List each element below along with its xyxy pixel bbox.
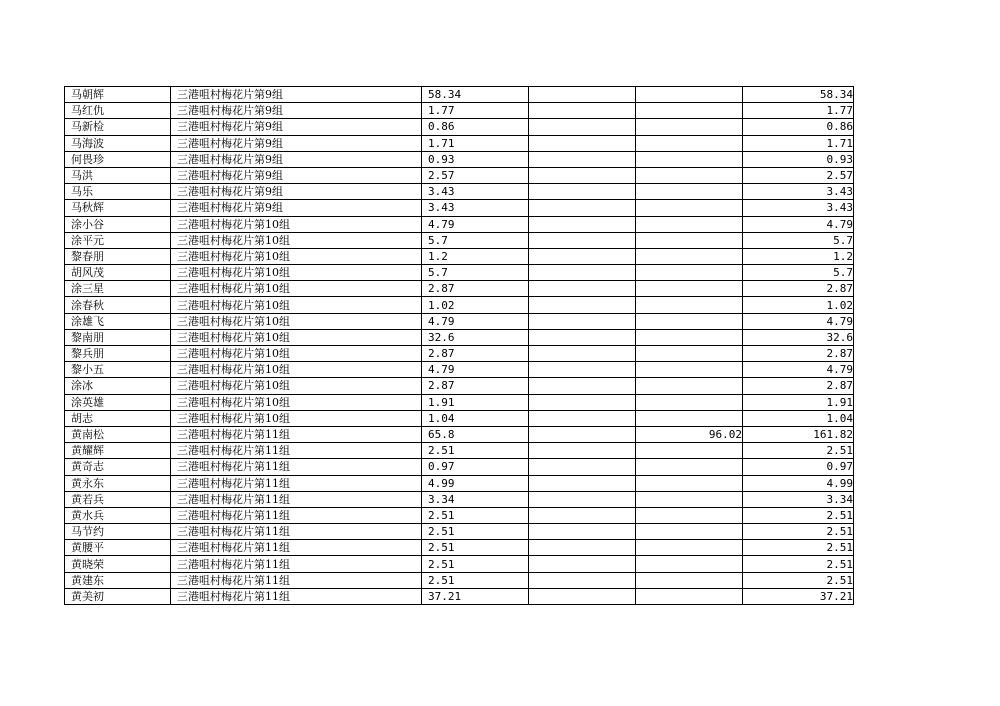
name-cell: 黎小五	[65, 362, 171, 378]
table-row	[65, 167, 854, 183]
extra-area-cell: 96.02	[636, 426, 743, 442]
location-cell: 三港咀村梅花片第10组	[171, 265, 422, 281]
name-cell: 黄建东	[65, 572, 171, 588]
empty-cell	[529, 394, 636, 410]
total-cell: 4.99	[743, 475, 854, 491]
name-cell: 马乐	[65, 184, 171, 200]
table-row	[65, 572, 854, 588]
empty-cell	[529, 572, 636, 588]
empty-cell	[529, 200, 636, 216]
location-cell: 三港咀村梅花片第10组	[171, 216, 422, 232]
location-cell: 三港咀村梅花片第11组	[171, 475, 422, 491]
area-cell: 37.21	[422, 588, 529, 604]
table-row	[65, 119, 854, 135]
location-cell: 三港咀村梅花片第10组	[171, 346, 422, 362]
table-row	[65, 475, 854, 491]
location-cell: 三港咀村梅花片第10组	[171, 248, 422, 264]
empty-cell	[529, 135, 636, 151]
extra-area-cell	[636, 394, 743, 410]
name-cell: 马洪	[65, 167, 171, 183]
area-cell: 2.51	[422, 507, 529, 523]
extra-area-cell	[636, 119, 743, 135]
name-cell: 涂春秋	[65, 297, 171, 313]
location-cell: 三港咀村梅花片第9组	[171, 184, 422, 200]
total-cell: 1.71	[743, 135, 854, 151]
empty-cell	[529, 297, 636, 313]
total-cell: 0.93	[743, 151, 854, 167]
extra-area-cell	[636, 87, 743, 103]
area-cell: 4.79	[422, 313, 529, 329]
empty-cell	[529, 346, 636, 362]
area-cell: 4.79	[422, 216, 529, 232]
table-row	[65, 297, 854, 313]
table-row	[65, 507, 854, 523]
table-row	[65, 394, 854, 410]
name-cell: 黄水兵	[65, 507, 171, 523]
extra-area-cell	[636, 329, 743, 345]
name-cell: 涂三星	[65, 281, 171, 297]
table-row	[65, 556, 854, 572]
empty-cell	[529, 313, 636, 329]
empty-cell	[529, 426, 636, 442]
area-cell: 65.8	[422, 426, 529, 442]
empty-cell	[529, 491, 636, 507]
total-cell: 3.43	[743, 184, 854, 200]
extra-area-cell	[636, 556, 743, 572]
location-cell: 三港咀村梅花片第10组	[171, 313, 422, 329]
extra-area-cell	[636, 297, 743, 313]
total-cell: 2.87	[743, 378, 854, 394]
extra-area-cell	[636, 281, 743, 297]
extra-area-cell	[636, 588, 743, 604]
extra-area-cell	[636, 524, 743, 540]
total-cell: 2.51	[743, 507, 854, 523]
total-cell: 2.51	[743, 540, 854, 556]
empty-cell	[529, 103, 636, 119]
area-cell: 2.51	[422, 540, 529, 556]
empty-cell	[529, 87, 636, 103]
name-cell: 黄美初	[65, 588, 171, 604]
extra-area-cell	[636, 313, 743, 329]
location-cell: 三港咀村梅花片第11组	[171, 426, 422, 442]
empty-cell	[529, 151, 636, 167]
total-cell: 1.91	[743, 394, 854, 410]
extra-area-cell	[636, 572, 743, 588]
extra-area-cell	[636, 167, 743, 183]
empty-cell	[529, 475, 636, 491]
empty-cell	[529, 443, 636, 459]
extra-area-cell	[636, 248, 743, 264]
total-cell: 32.6	[743, 329, 854, 345]
name-cell: 马海波	[65, 135, 171, 151]
area-cell: 1.91	[422, 394, 529, 410]
table-row	[65, 281, 854, 297]
name-cell: 马新检	[65, 119, 171, 135]
name-cell: 黎兵朋	[65, 346, 171, 362]
table-row	[65, 200, 854, 216]
empty-cell	[529, 232, 636, 248]
table-row	[65, 443, 854, 459]
empty-cell	[529, 167, 636, 183]
extra-area-cell	[636, 135, 743, 151]
empty-cell	[529, 507, 636, 523]
table-row	[65, 216, 854, 232]
location-cell: 三港咀村梅花片第9组	[171, 167, 422, 183]
location-cell: 三港咀村梅花片第9组	[171, 103, 422, 119]
extra-area-cell	[636, 151, 743, 167]
extra-area-cell	[636, 265, 743, 281]
table-row	[65, 313, 854, 329]
extra-area-cell	[636, 443, 743, 459]
total-cell: 2.51	[743, 443, 854, 459]
table-row	[65, 362, 854, 378]
empty-cell	[529, 524, 636, 540]
location-cell: 三港咀村梅花片第11组	[171, 556, 422, 572]
empty-cell	[529, 459, 636, 475]
area-cell: 2.51	[422, 556, 529, 572]
extra-area-cell	[636, 475, 743, 491]
total-cell: 2.57	[743, 167, 854, 183]
table-row	[65, 329, 854, 345]
area-cell: 32.6	[422, 329, 529, 345]
empty-cell	[529, 362, 636, 378]
area-cell: 2.51	[422, 443, 529, 459]
area-cell: 1.77	[422, 103, 529, 119]
area-cell: 1.71	[422, 135, 529, 151]
total-cell: 0.97	[743, 459, 854, 475]
name-cell: 胡风茂	[65, 265, 171, 281]
area-cell: 4.79	[422, 362, 529, 378]
name-cell: 黄奇志	[65, 459, 171, 475]
total-cell: 1.04	[743, 410, 854, 426]
total-cell: 0.86	[743, 119, 854, 135]
location-cell: 三港咀村梅花片第9组	[171, 200, 422, 216]
location-cell: 三港咀村梅花片第11组	[171, 540, 422, 556]
table-row	[65, 426, 854, 442]
area-cell: 0.93	[422, 151, 529, 167]
total-cell: 2.87	[743, 281, 854, 297]
area-cell: 4.99	[422, 475, 529, 491]
location-cell: 三港咀村梅花片第11组	[171, 507, 422, 523]
total-cell: 2.87	[743, 346, 854, 362]
total-cell: 1.77	[743, 103, 854, 119]
location-cell: 三港咀村梅花片第10组	[171, 329, 422, 345]
empty-cell	[529, 410, 636, 426]
location-cell: 三港咀村梅花片第11组	[171, 588, 422, 604]
location-cell: 三港咀村梅花片第10组	[171, 378, 422, 394]
area-cell: 2.51	[422, 524, 529, 540]
empty-cell	[529, 119, 636, 135]
name-cell: 何畏珍	[65, 151, 171, 167]
total-cell: 4.79	[743, 313, 854, 329]
name-cell: 黄腰平	[65, 540, 171, 556]
extra-area-cell	[636, 507, 743, 523]
name-cell: 黎南朋	[65, 329, 171, 345]
table-row	[65, 87, 854, 103]
area-cell: 3.34	[422, 491, 529, 507]
name-cell: 涂小谷	[65, 216, 171, 232]
location-cell: 三港咀村梅花片第9组	[171, 151, 422, 167]
name-cell: 马秋辉	[65, 200, 171, 216]
area-cell: 2.51	[422, 572, 529, 588]
name-cell: 涂冰	[65, 378, 171, 394]
name-cell: 黎春朋	[65, 248, 171, 264]
total-cell: 37.21	[743, 588, 854, 604]
name-cell: 马红仇	[65, 103, 171, 119]
location-cell: 三港咀村梅花片第10组	[171, 281, 422, 297]
location-cell: 三港咀村梅花片第11组	[171, 524, 422, 540]
location-cell: 三港咀村梅花片第10组	[171, 362, 422, 378]
name-cell: 胡志	[65, 410, 171, 426]
extra-area-cell	[636, 184, 743, 200]
table-row	[65, 248, 854, 264]
table-row	[65, 524, 854, 540]
extra-area-cell	[636, 410, 743, 426]
area-cell: 2.87	[422, 346, 529, 362]
total-cell: 1.2	[743, 248, 854, 264]
area-cell: 2.87	[422, 378, 529, 394]
table-row	[65, 540, 854, 556]
location-cell: 三港咀村梅花片第10组	[171, 297, 422, 313]
location-cell: 三港咀村梅花片第11组	[171, 443, 422, 459]
name-cell: 马朝辉	[65, 87, 171, 103]
total-cell: 3.34	[743, 491, 854, 507]
extra-area-cell	[636, 378, 743, 394]
data-table	[64, 86, 854, 605]
total-cell: 4.79	[743, 362, 854, 378]
table-row	[65, 588, 854, 604]
empty-cell	[529, 281, 636, 297]
total-cell: 2.51	[743, 524, 854, 540]
empty-cell	[529, 556, 636, 572]
table-row	[65, 103, 854, 119]
table-row	[65, 184, 854, 200]
extra-area-cell	[636, 540, 743, 556]
table-body	[65, 87, 854, 605]
area-cell: 5.7	[422, 232, 529, 248]
empty-cell	[529, 540, 636, 556]
name-cell: 黄若兵	[65, 491, 171, 507]
area-cell: 58.34	[422, 87, 529, 103]
total-cell: 5.7	[743, 232, 854, 248]
total-cell: 1.02	[743, 297, 854, 313]
empty-cell	[529, 248, 636, 264]
location-cell: 三港咀村梅花片第10组	[171, 410, 422, 426]
name-cell: 涂英雄	[65, 394, 171, 410]
total-cell: 5.7	[743, 265, 854, 281]
area-cell: 1.02	[422, 297, 529, 313]
empty-cell	[529, 265, 636, 281]
empty-cell	[529, 329, 636, 345]
table-row	[65, 491, 854, 507]
extra-area-cell	[636, 491, 743, 507]
name-cell: 黄南松	[65, 426, 171, 442]
name-cell: 黄永东	[65, 475, 171, 491]
empty-cell	[529, 378, 636, 394]
location-cell: 三港咀村梅花片第10组	[171, 232, 422, 248]
area-cell: 1.2	[422, 248, 529, 264]
area-cell: 2.57	[422, 167, 529, 183]
total-cell: 2.51	[743, 556, 854, 572]
extra-area-cell	[636, 346, 743, 362]
table-row	[65, 410, 854, 426]
extra-area-cell	[636, 103, 743, 119]
extra-area-cell	[636, 216, 743, 232]
table-row	[65, 232, 854, 248]
table-row	[65, 346, 854, 362]
table-row	[65, 135, 854, 151]
name-cell: 涂平元	[65, 232, 171, 248]
location-cell: 三港咀村梅花片第11组	[171, 459, 422, 475]
area-cell: 0.86	[422, 119, 529, 135]
extra-area-cell	[636, 459, 743, 475]
extra-area-cell	[636, 362, 743, 378]
table-row	[65, 151, 854, 167]
location-cell: 三港咀村梅花片第9组	[171, 119, 422, 135]
name-cell: 黄晓荣	[65, 556, 171, 572]
extra-area-cell	[636, 232, 743, 248]
total-cell: 2.51	[743, 572, 854, 588]
empty-cell	[529, 216, 636, 232]
name-cell: 黄耀辉	[65, 443, 171, 459]
name-cell: 马节约	[65, 524, 171, 540]
table-row	[65, 459, 854, 475]
empty-cell	[529, 184, 636, 200]
area-cell: 0.97	[422, 459, 529, 475]
location-cell: 三港咀村梅花片第11组	[171, 572, 422, 588]
location-cell: 三港咀村梅花片第11组	[171, 491, 422, 507]
location-cell: 三港咀村梅花片第9组	[171, 135, 422, 151]
total-cell: 4.79	[743, 216, 854, 232]
table-row	[65, 265, 854, 281]
location-cell: 三港咀村梅花片第10组	[171, 394, 422, 410]
area-cell: 1.04	[422, 410, 529, 426]
table-row	[65, 378, 854, 394]
name-cell: 涂雄飞	[65, 313, 171, 329]
area-cell: 5.7	[422, 265, 529, 281]
total-cell: 58.34	[743, 87, 854, 103]
location-cell: 三港咀村梅花片第9组	[171, 87, 422, 103]
extra-area-cell	[636, 200, 743, 216]
total-cell: 161.82	[743, 426, 854, 442]
area-cell: 3.43	[422, 200, 529, 216]
area-cell: 2.87	[422, 281, 529, 297]
total-cell: 3.43	[743, 200, 854, 216]
area-cell: 3.43	[422, 184, 529, 200]
empty-cell	[529, 588, 636, 604]
